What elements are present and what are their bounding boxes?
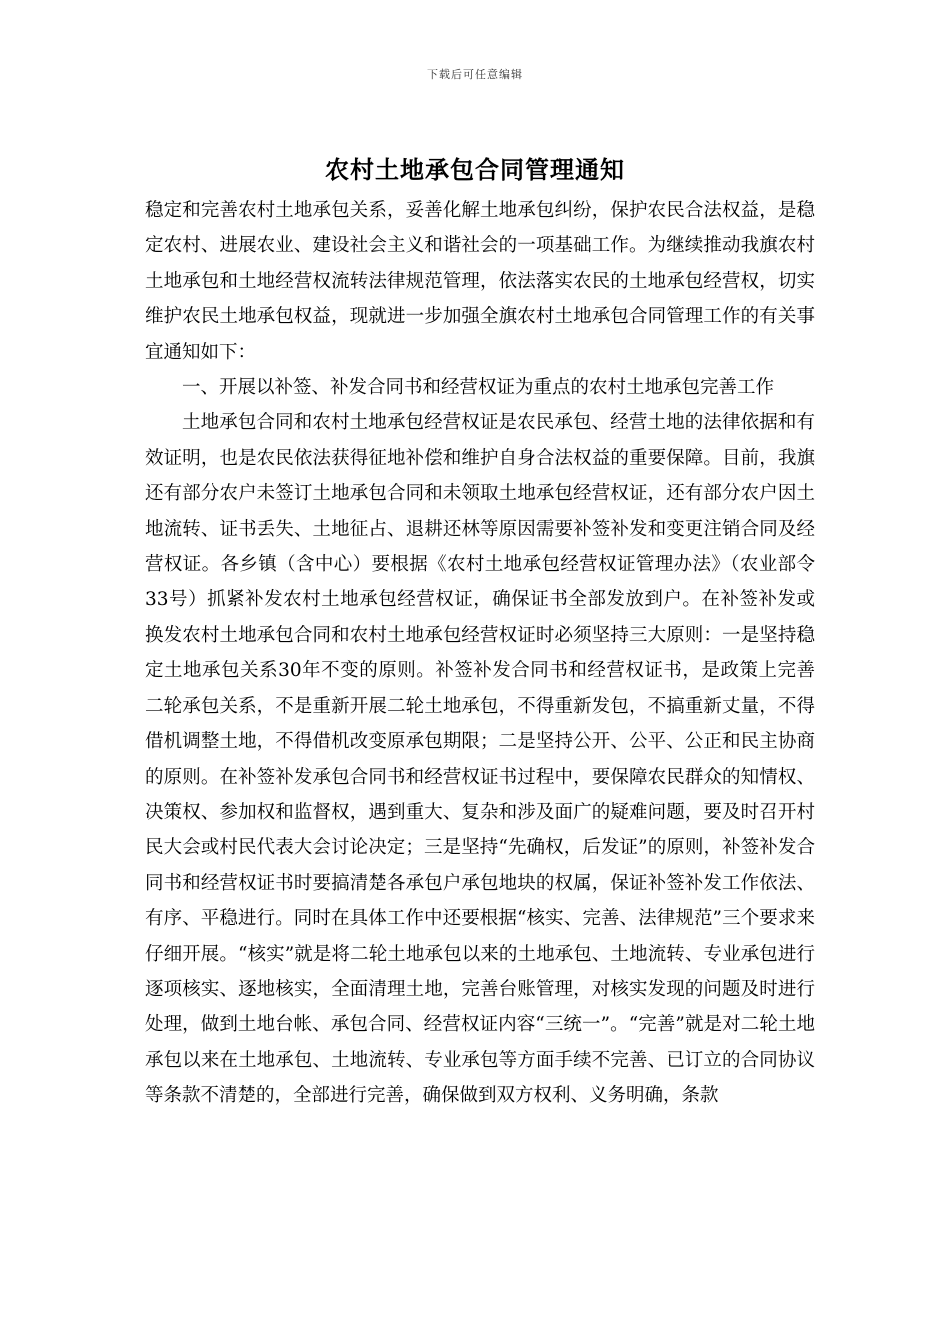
intro-paragraph: 稳定和完善农村土地承包关系，妥善化解土地承包纠纷，保护农民合法权益，是稳定农村、进展农业、建设社会主义和谐社会的一项基础工作。为继续推动我旗农村土地承包和土地经营权流转法律规范管理，依法落实农民的土地承包经营权，切实维护农民土地承包权益，现就进一步加强全旗农村土地承包合同管理工作的有关事宜通知如下：: [145, 200, 815, 363]
document-title: 农村土地承包合同管理通知: [325, 155, 625, 184]
header-note: 下载后可任意编辑: [427, 68, 523, 81]
document-body: [145, 193, 815, 1114]
section-heading-1: 一、开展以补签、补发合同书和经营权证为重点的农村土地承包完善工作: [182, 377, 775, 399]
section-1-paragraph: 土地承包合同和农村土地承包经营权证是农民承包、经营土地的法律依据和有效证明，也是农民依法获得征地补偿和维护自身合法权益的重要保障。目前，我旗还有部分农户未签订土地承包合同和未领取土地承包经营权证，还有部分农户因土地流转、证书丢失、土地征占、退耕还林等原因需要补签补发和变更注销合同及经营权证。各乡镇（含中心）要根据《农村土地承包经营权证管理办法》（农业部令33号）抓紧补发农村土地承包经营权证，确保证书全部发放到户。在补签补发或换发农村土地承包合同和农村土地承包经营权证时必须坚持三大原则：一是坚持稳定土地承包关系30年不变的原则。补签补发合同书和经营权证书，是政策上完善二轮承包关系，不是重新开展二轮土地承包，不得重新发包，不搞重新丈量，不得借机调整土地，不得借机改变原承包期限；二是坚持公开、公平、公正和民主协商的原则。在补签补发承包合同书和经营权证书过程中，要保障农民群众的知情权、决策权、参加权和监督权，遇到重大、复杂和涉及面广的疑难问题，要及时召开村民大会或村民代表大会讨论决定；三是坚持“先确权，后发证”的原则，补签补发合同书和经营权证书时要搞清楚各承包户承包地块的权属，保证补签补发工作依法、有序、平稳进行。同时在具体工作中还要根据“核实、完善、法律规范”三个要求来仔细开展。“核实”就是将二轮土地承包以来的土地承包、土地流转、专业承包进行逐项核实、逐地核实，全面清理土地，完善台账管理，对核实发现的问题及时进行处理，做到土地台帐、承包合同、经营权证内容“三统一”。“完善”就是对二轮土地承包以来在土地承包、土地流转、专业承包等方面手续不完善、已订立的合同协议等条款不清楚的，全部进行完善，确保做到双方权利、义务明确，条款: [145, 412, 815, 1107]
